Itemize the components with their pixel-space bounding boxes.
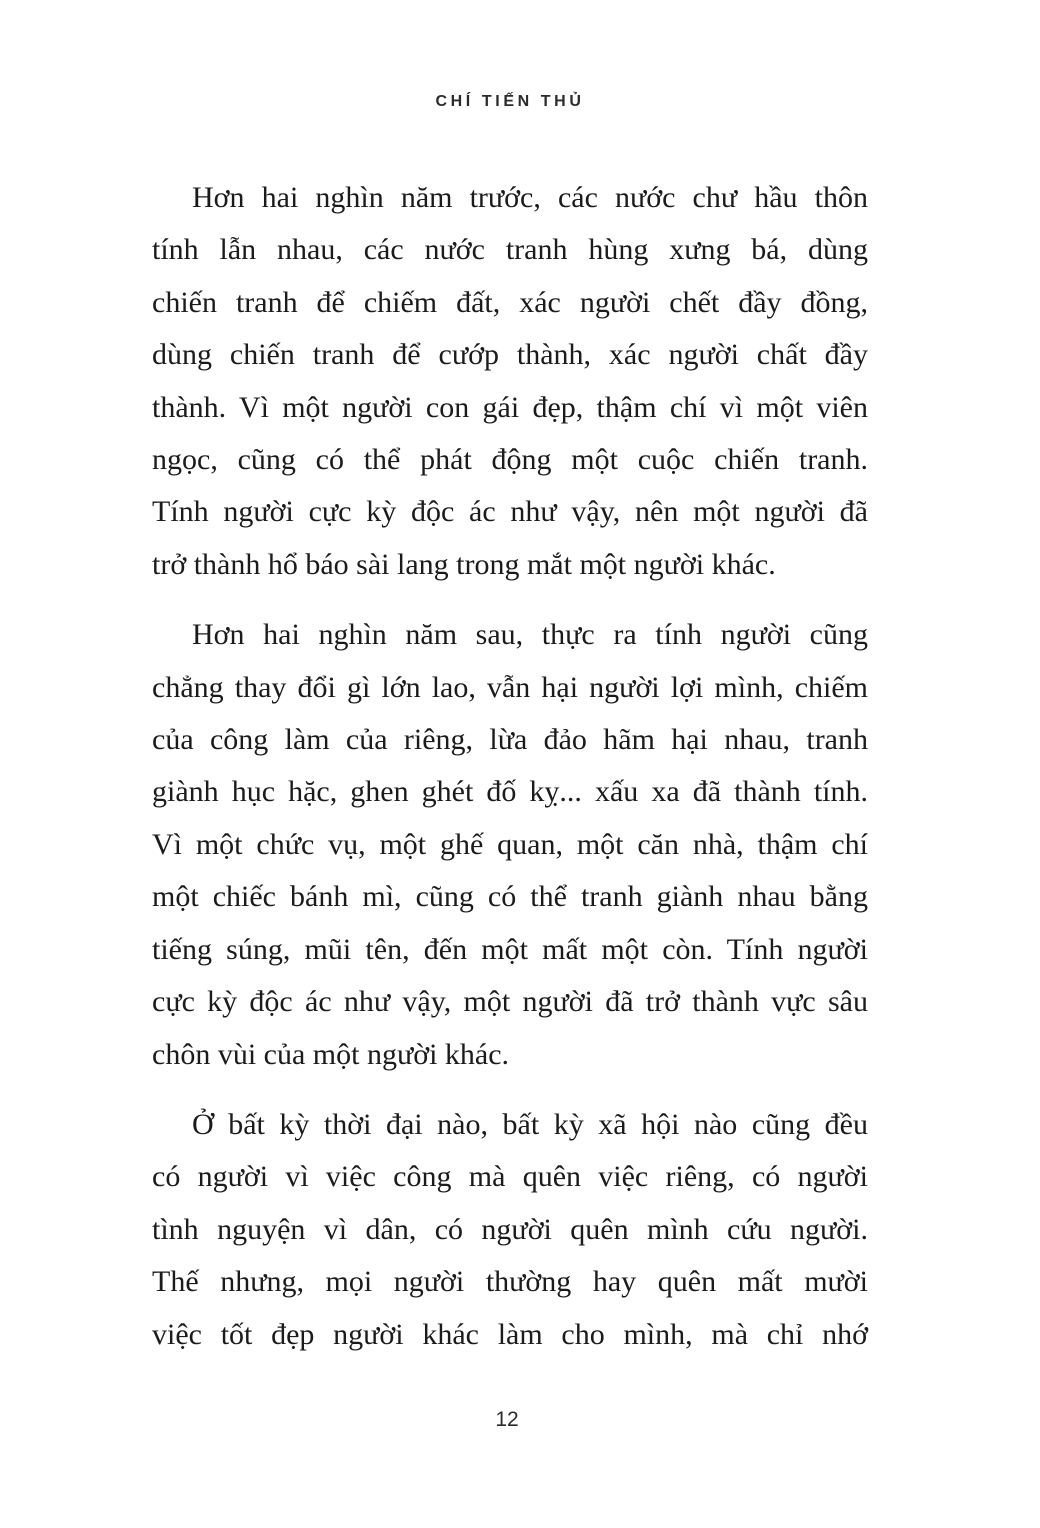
text-line: tình nguyện vì dân, có người quên mình cứu người.: [152, 1212, 868, 1246]
text-line: chẳng thay đổi gì lớn lao, vẫn hại người lợi mình, chiếm: [152, 670, 868, 704]
text-line: Vì một chức vụ, một ghế quan, một căn nhà, thậm chí: [152, 827, 868, 861]
text-line: Tính người cực kỳ độc ác như vậy, nên một người đã: [152, 495, 868, 529]
text-line: việc tốt đẹp người khác làm cho mình, mà chỉ nhớ: [152, 1317, 868, 1351]
text-line: Thế nhưng, mọi người thường hay quên mất mười: [152, 1265, 868, 1299]
text-line: giành hục hặc, ghen ghét đố kỵ... xấu xa đã thành tính.: [152, 775, 868, 809]
paragraph: [152, 172, 868, 591]
text-line: tính lẫn nhau, các nước tranh hùng xưng bá, dùng: [152, 233, 868, 267]
text-line: có người vì việc công mà quên việc riêng, có người: [152, 1160, 868, 1194]
body-text: [152, 172, 868, 1379]
text-line: Hơn hai nghìn năm trước, các nước chư hầu thôn: [192, 181, 868, 214]
text-line: ngọc, cũng có thể phát động một cuộc chiến tranh.: [152, 443, 868, 477]
text-line: dùng chiến tranh để cướp thành, xác người chất đầy: [152, 338, 868, 372]
text-line: một chiếc bánh mì, cũng có thể tranh giành nhau bằng: [152, 880, 868, 914]
chapter-title: CHÍ TIẾN THỦ: [435, 93, 585, 110]
text-line: chôn vùi của một người khác.: [152, 1037, 510, 1071]
text-line: của công làm của riêng, lừa đảo hãm hại nhau, tranh: [152, 723, 868, 757]
text-line: chiến tranh để chiếm đất, xác người chết đầy đồng,: [152, 285, 868, 319]
text-line: cực kỳ độc ác như vậy, một người đã trở thành vực sâu: [152, 985, 868, 1019]
paragraph: [152, 609, 868, 1081]
text-line: thành. Vì một người con gái đẹp, thậm chí vì một viên: [152, 390, 868, 424]
text-line: trở thành hổ báo sài lang trong mắt một người khác.: [152, 547, 776, 581]
text-line: tiếng súng, mũi tên, đến một mất một còn. Tính người: [152, 932, 868, 966]
paragraph: [152, 1099, 868, 1361]
page-number: 12: [495, 1408, 519, 1431]
text-line: Hơn hai nghìn năm sau, thực ra tính người cũng: [192, 618, 868, 652]
running-head: [0, 92, 1020, 111]
text-line: Ở bất kỳ thời đại nào, bất kỳ xã hội nào cũng đều: [192, 1107, 868, 1141]
